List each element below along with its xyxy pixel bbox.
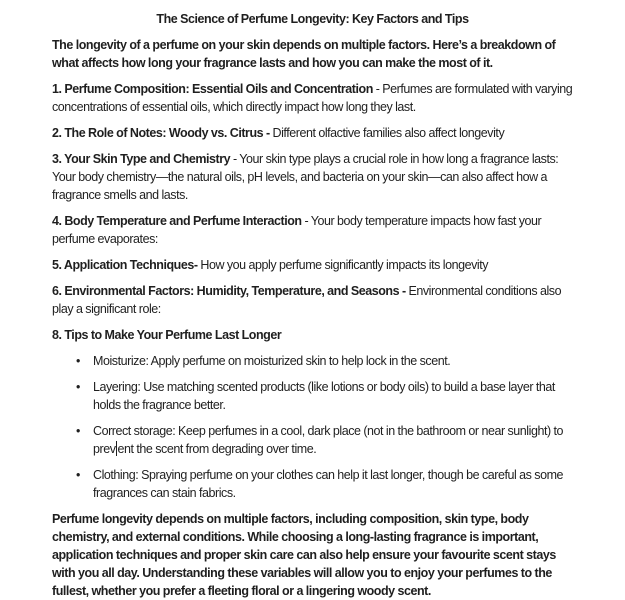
text-run: Moisturize: Apply perfume on moisturized skin to help lock in the scent. <box>93 354 451 368</box>
text-run: - Your skin type plays a crucial role in how long a fragrance lasts: Your body chemistry—the natural oils, pH levels, and bacteria on your skin—can also affect how a fragrance smells and lasts. <box>52 152 559 202</box>
text-run: - Perfumes are formulated with varying concentrations of essential oils, which directly impact how long they last. <box>52 82 573 114</box>
text-run-bold: 5. Application Techniques- <box>52 258 198 272</box>
text-run-bold: The Science of Perfume Longevity: Key Factors and Tips <box>156 12 469 26</box>
bullet-marker: • <box>76 424 80 438</box>
text-run: ent the scent from degrading over time. <box>117 442 317 456</box>
conclusion-paragraph[interactable] <box>52 510 573 600</box>
bullet-marker: • <box>76 468 80 482</box>
tips-bullet-list <box>52 352 573 502</box>
bullet-item[interactable] <box>76 378 573 414</box>
intro-paragraph[interactable] <box>52 36 573 72</box>
document-title[interactable] <box>52 10 573 28</box>
text-run: Different olfactive families also affect longevity <box>269 126 505 140</box>
text-run-bold: 3. Your Skin Type and Chemistry <box>52 152 231 166</box>
text-run-bold: 4. Body Temperature and Perfume Interaction <box>52 214 302 228</box>
text-run: Environmental conditions also play a significant role: <box>52 284 562 316</box>
bullet-item[interactable] <box>76 466 573 502</box>
section-4-body-temperature[interactable] <box>52 212 573 248</box>
section-1-composition[interactable] <box>52 80 573 116</box>
text-run-bold: 8. Tips to Make Your Perfume Last Longer <box>52 328 282 342</box>
text-run: Correct storage: Keep perfumes in a cool, dark place (not in the bathroom or near sunlight) to prev <box>93 424 564 456</box>
bullet-marker: • <box>76 354 80 368</box>
text-run-bold: The longevity of a perfume on your skin depends on multiple factors. Here’s a breakdown of what affects how long your fragrance lasts and how you can make the most of it. <box>52 38 556 70</box>
section-2-notes[interactable] <box>52 124 573 142</box>
section-5-application[interactable] <box>52 256 573 274</box>
text-run: Clothing: Spraying perfume on your clothes can help it last longer, though be careful as some fragrances can stain fabrics. <box>93 468 564 500</box>
section-8-tips-heading[interactable] <box>52 326 573 344</box>
text-run-bold: 1. Perfume Composition: Essential Oils and Concentration <box>52 82 373 96</box>
text-run-bold: Perfume longevity depends on multiple factors, including composition, skin type, body chemistry, and external conditions. While choosing a long-lasting fragrance is important, application techniques and proper skin care can also help ensure your favourite scent stays with you all day. Understanding these variables will allow you to enjoy your perfumes to the fullest, whether you prefer a fleeting floral or a lingering woody scent. <box>52 512 556 598</box>
bullet-item[interactable] <box>76 422 573 458</box>
section-6-environment[interactable] <box>52 282 573 318</box>
bullet-marker: • <box>76 380 80 394</box>
text-run: Layering: Use matching scented products (like lotions or body oils) to build a base layer that holds the fragrance better. <box>93 380 555 412</box>
bullet-item[interactable] <box>76 352 573 370</box>
text-run-bold: 6. Environmental Factors: Humidity, Temperature, and Seasons - <box>52 284 406 298</box>
text-run-bold: 2. The Role of Notes: Woody vs. Citrus - <box>52 126 270 140</box>
section-3-skin-type[interactable] <box>52 150 573 204</box>
text-run: How you apply perfume significantly impacts its longevity <box>197 258 489 272</box>
text-run: - Your body temperature impacts how fast your perfume evaporates: <box>52 214 542 246</box>
